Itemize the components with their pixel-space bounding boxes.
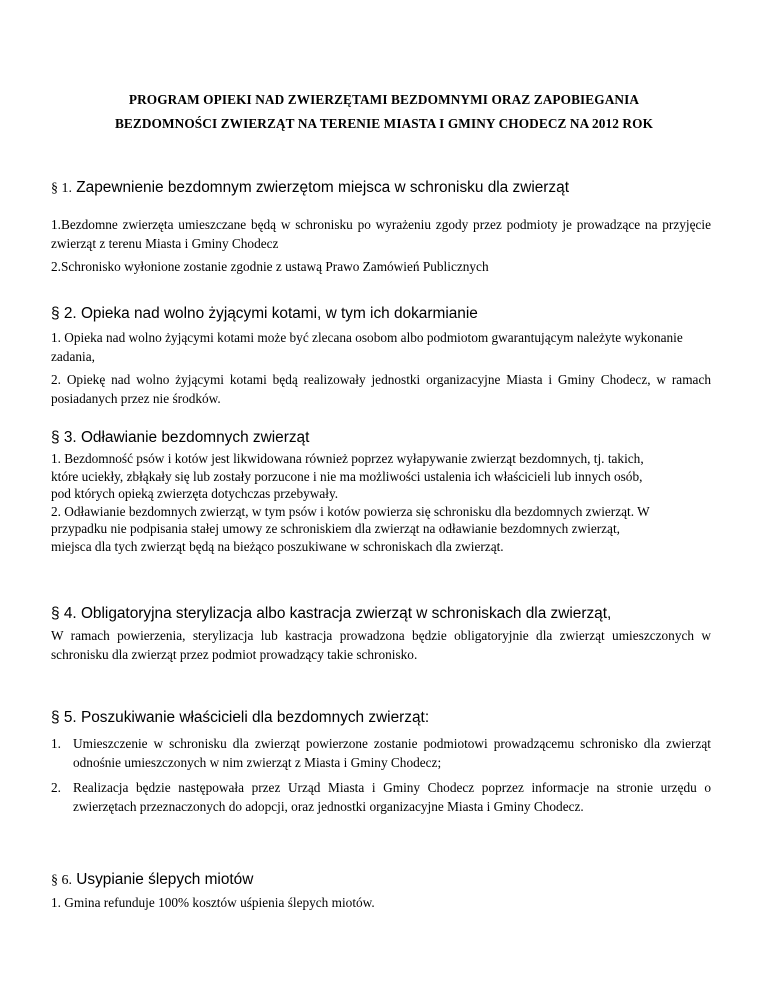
- section-2-heading: § 2. Opieka nad wolno żyjącymi kotami, w tym ich dokarmianie: [51, 305, 478, 322]
- section-6-heading-text: Usypianie ślepych miotów: [72, 871, 254, 888]
- section-2: [51, 304, 711, 408]
- section-6-paragraph-1: 1. Gmina refunduje 100% kosztów uśpienia ślepych miotów.: [51, 895, 375, 910]
- section-1-heading: [51, 178, 711, 199]
- section-6-heading: [51, 870, 711, 891]
- list-item-text: Realizacja będzie następowała przez Urząd Miasta i Gminy Chodecz poprzez informacje na stronie urzędu o zwierzętach przeznaczonych do adopcji, oraz jednostki organizacyjne Miasta i Gminy Chodecz.: [73, 780, 711, 814]
- list-item: [51, 734, 711, 772]
- section-2-paragraph-1: 1. Opieka nad wolno żyjącymi kotami może być zlecana osobom albo podmiotom gwarantującym należyte wykonanie zadania,: [51, 330, 683, 364]
- section-1-paragraph-2: 2.Schronisko wyłonione zostanie zgodnie z ustawą Prawo Zamówień Publicznych: [51, 259, 489, 274]
- list-item-number: 1.: [51, 736, 61, 751]
- section-3-paragraph-1: 1. Bezdomność psów i kotów jest likwidowana również poprzez wyłapywanie zwierząt bezdomnych, tj. takich, które uciekły, zbłąkały się lub zostały porzucone i nie ma możliwości ustalenia ich właścicieli lub innych osób, pod których opieką zwierzęta dotychczas przebywały.: [51, 451, 644, 501]
- section-5: [51, 708, 711, 822]
- section-3-heading: § 3. Odławianie bezdomnych zwierząt: [51, 429, 310, 446]
- section-1-symbol: § 1.: [51, 181, 72, 196]
- section-4: [51, 604, 711, 664]
- section-1-heading-text: Zapewnienie bezdomnym zwierzętom miejsca w schronisku dla zwierząt: [72, 179, 569, 196]
- list-item-text: Umieszczenie w schronisku dla zwierząt powierzone zostanie podmiotowi prowadzącemu schronisko dla zwierząt odnośnie umieszczonych w nim zwierząt z Miasta i Gminy Chodecz;: [73, 736, 711, 770]
- section-6: [51, 870, 711, 912]
- section-5-heading: § 5. Poszukiwanie właścicieli dla bezdomnych zwierząt:: [51, 709, 430, 726]
- section-1: [51, 178, 711, 276]
- section-6-symbol: § 6.: [51, 873, 72, 888]
- list-item-number: 2.: [51, 780, 61, 795]
- document-title: [60, 88, 708, 136]
- section-4-heading: § 4. Obligatoryjna sterylizacja albo kastracja zwierząt w schroniskach dla zwierząt,: [51, 605, 612, 622]
- section-3-paragraph-2: 2. Odławianie bezdomnych zwierząt, w tym psów i kotów powierza się schronisku dla bezdomnych zwierząt. W przypadku nie podpisania stałej umowy ze schroniskiem dla zwierząt na odławianie bezdomnych zwierząt, miejsca dla tych zwierząt będą na bieżąco poszukiwane w schroniskach dla zwierząt.: [51, 503, 650, 554]
- list-item: [51, 778, 711, 816]
- section-4-paragraph-1: W ramach powierzenia, sterylizacja lub kastracja prowadzona będzie obligatoryjnie dla zwierząt umieszczonych w schronisku dla zwierząt przez podmiot prowadzący takie schronisko.: [51, 628, 711, 662]
- section-1-paragraph-1: 1.Bezdomne zwierzęta umieszczane będą w schronisku po wyrażeniu zgody przez podmioty je prowadzące na przyjęcie zwierząt z terenu Miasta i Gminy Chodecz: [51, 217, 711, 251]
- section-2-paragraph-2: 2. Opiekę nad wolno żyjącymi kotami będą realizowały jednostki organizacyjne Miasta i Gminy Chodecz, w ramach posiadanych przez nie środków.: [51, 372, 711, 406]
- section-3: [51, 428, 711, 555]
- title-line-2: BEZDOMNOŚCI ZWIERZĄT NA TERENIE MIASTA I GMINY CHODECZ NA 2012 ROK: [114, 116, 654, 131]
- title-line-1: PROGRAM OPIEKI NAD ZWIERZĘTAMI BEZDOMNYMI ORAZ ZAPOBIEGANIA: [128, 92, 640, 107]
- section-5-list: [51, 734, 711, 816]
